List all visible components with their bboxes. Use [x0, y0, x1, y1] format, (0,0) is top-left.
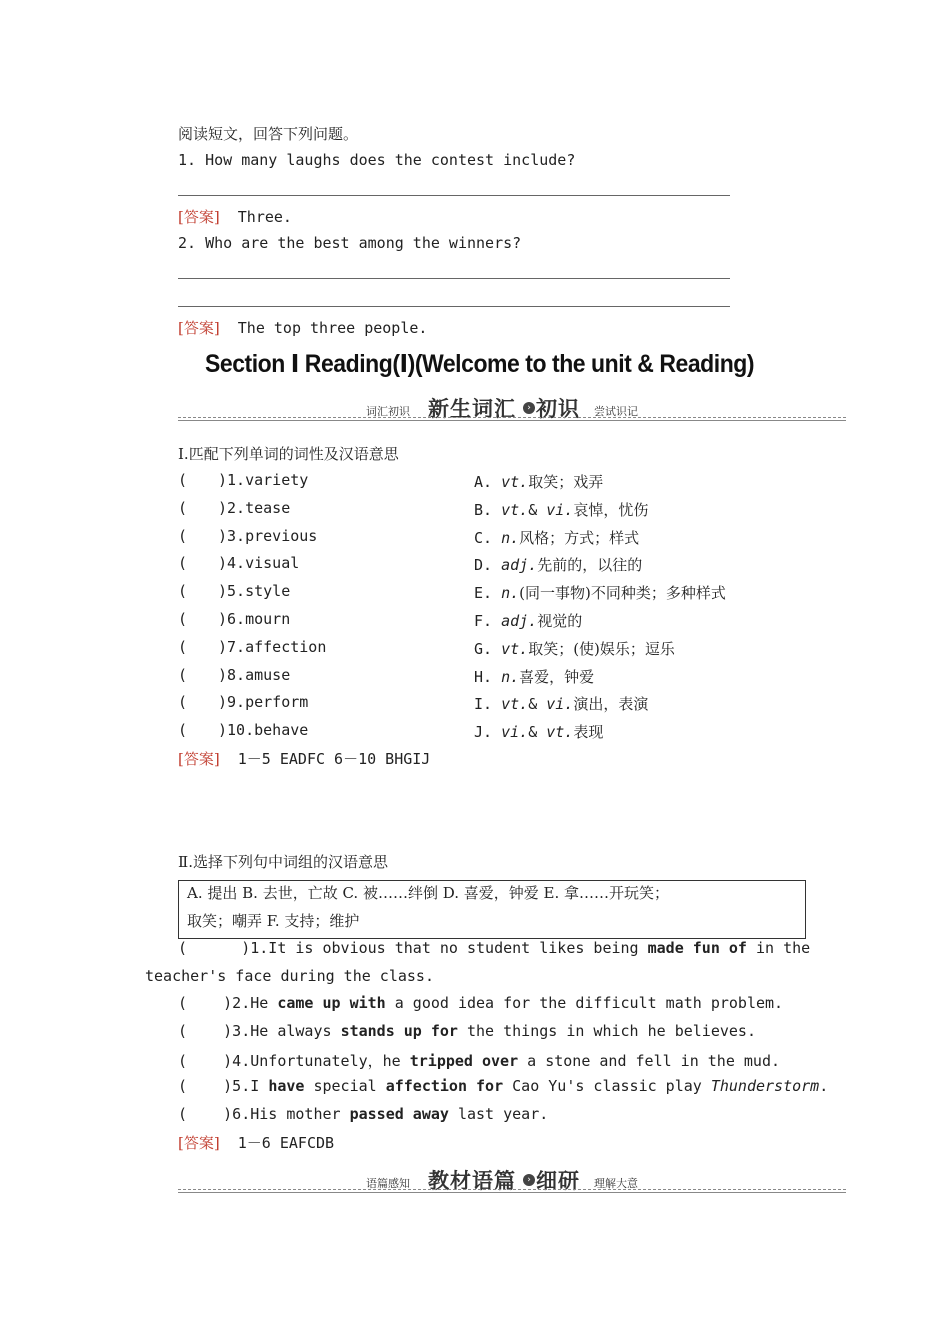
paren-close: ) — [218, 721, 228, 740]
connector: & — [528, 695, 547, 714]
vocab-word — [218, 582, 290, 600]
question-2: 2. Who are the best among the winners? — [178, 234, 522, 252]
play-title: Thunderstorm — [710, 1077, 820, 1095]
options-box — [178, 880, 806, 939]
sentence-text: special — [304, 1077, 386, 1095]
answer-blank[interactable]: ( — [178, 582, 188, 601]
part-of-speech: vt. — [501, 639, 529, 658]
vocab-word-text: 3.previous — [227, 526, 318, 545]
banner-left-label: 词汇初识 — [366, 405, 410, 418]
sentence-text: )2.He — [223, 994, 278, 1012]
matching-row — [178, 471, 798, 495]
part1-heading: Ⅰ.匹配下列单词的词性及汉语意思 — [178, 445, 399, 463]
divider — [178, 1192, 846, 1193]
meaning-text: 取笑；(使)娱乐；逗乐 — [528, 639, 675, 658]
answer-tag: [答案] — [178, 319, 220, 337]
paren-close: ) — [218, 471, 228, 489]
meaning-option — [474, 610, 582, 631]
part-of-speech: vt. — [546, 723, 574, 742]
paren-close: ) — [218, 554, 228, 573]
question-1: 1. How many laughs does the contest include? — [178, 151, 576, 169]
vocabulary-banner — [178, 397, 846, 423]
option-letter: G. — [474, 639, 493, 658]
vocab-word-text: 9.perform — [227, 693, 309, 712]
matching-row — [178, 666, 798, 690]
paren-close: ) — [218, 665, 228, 684]
vocab-word — [218, 499, 290, 517]
divider — [178, 420, 846, 421]
phrase: have — [268, 1077, 305, 1095]
option-letter: A. — [474, 473, 493, 491]
divider — [178, 417, 846, 418]
answer-line — [178, 306, 730, 307]
option-letter: D. — [474, 556, 493, 575]
option-letter: H. — [474, 667, 493, 686]
matching-row — [178, 721, 798, 745]
part-of-speech: vt. — [501, 695, 529, 714]
answer-1-text: Three. — [237, 208, 292, 226]
answer-2-text: The top three people. — [237, 319, 428, 337]
answer-1 — [178, 206, 292, 227]
matching-row — [178, 527, 798, 551]
vocab-word-text: 6.mourn — [227, 610, 291, 628]
answer-2 — [178, 317, 427, 338]
paren-close: ) — [218, 582, 228, 601]
banner-main-label-2: 初识 — [536, 397, 580, 421]
paren-close: ) — [218, 637, 228, 656]
phrase: made fun of — [647, 939, 747, 957]
answer-blank[interactable]: ( — [178, 693, 188, 712]
phrase: passed away — [349, 1105, 449, 1123]
phrase: stands up for — [340, 1022, 458, 1040]
answer-blank[interactable]: ( — [178, 610, 188, 628]
paren-close: ) — [218, 610, 228, 628]
answer-blank[interactable]: ( — [178, 526, 188, 545]
options-line-1: A. 提出 B. 去世，亡故 C. 被……绊倒 D. 喜爱，钟爱 E. 拿……开玩笑； — [187, 884, 669, 902]
meaning-option — [474, 666, 594, 687]
vocab-word — [218, 527, 317, 545]
answer-blank[interactable]: ( — [178, 498, 188, 517]
option-letter: B. — [474, 500, 493, 519]
banner-main-label-2: 细研 — [536, 1169, 580, 1193]
option-letter: C. — [474, 528, 493, 547]
part-of-speech: adj. — [501, 612, 538, 630]
text-banner — [178, 1169, 846, 1195]
part1-answer — [178, 748, 430, 769]
option-letter: F. — [474, 612, 493, 630]
part-of-speech: n. — [501, 528, 520, 547]
sentence-3 — [178, 1022, 756, 1040]
paren-open: ( — [178, 1022, 188, 1040]
answer-tag: [答案] — [178, 208, 220, 226]
paren-open: ( — [178, 994, 188, 1012]
meaning-option — [474, 527, 639, 548]
meaning-text: 表现 — [573, 723, 604, 742]
paren-open: ( — [178, 1105, 188, 1123]
sentence-1-cont: teacher's face during the class. — [145, 967, 434, 985]
sentence-4 — [178, 1050, 780, 1071]
meaning-text: 哀悼，忧伤 — [573, 500, 649, 519]
phrase: tripped over — [409, 1052, 519, 1070]
sentence-text: )4.Unfortunately，he — [223, 1052, 410, 1070]
part-of-speech: vi. — [546, 695, 574, 714]
meaning-text: 演出，表演 — [573, 695, 649, 714]
part2-answer — [178, 1132, 334, 1153]
matching-row — [178, 582, 798, 606]
sentence-5 — [178, 1077, 828, 1095]
part-of-speech: vt. — [501, 473, 529, 491]
vocab-word-text: 5.style — [227, 582, 291, 601]
arrow-icon: › — [523, 402, 535, 414]
meaning-text: 先前的，以往的 — [537, 556, 643, 575]
sentence-text: in the — [746, 939, 811, 957]
sentence-2 — [178, 994, 783, 1012]
arrow-icon: › — [523, 1174, 535, 1186]
paren-open: ( — [178, 1077, 188, 1095]
answer-line — [178, 195, 730, 196]
part-of-speech: adj. — [501, 556, 538, 575]
answer-line — [178, 278, 730, 279]
answer-tag: [答案] — [178, 1134, 220, 1152]
sentence-text: )5.I — [223, 1077, 269, 1095]
meaning-option — [474, 471, 603, 492]
meaning-option — [474, 721, 603, 742]
option-letter: I. — [474, 695, 493, 714]
answer-blank[interactable]: ( — [178, 637, 188, 656]
vocab-word-text: 1.variety — [227, 471, 309, 489]
vocab-word — [218, 471, 308, 489]
section-title: Section Ⅰ Reading(Ⅰ)(Welcome to the unit & Reading) — [205, 350, 755, 378]
part2-heading: Ⅱ.选择下列句中词组的汉语意思 — [178, 853, 388, 871]
phrase: came up with — [277, 994, 386, 1012]
meaning-option — [474, 693, 648, 714]
answer-text: 1－5 EADFC 6－10 BHGIJ — [237, 750, 431, 768]
vocab-word — [218, 610, 290, 628]
sentence-text: )3.He always — [223, 1022, 341, 1040]
options-line-2: 取笑；嘲弄 F. 支持；维护 — [187, 912, 360, 930]
banner-main-label: 教材语篇 — [428, 1169, 516, 1193]
meaning-text: (同一事物)不同种类；多种样式 — [519, 584, 726, 603]
vocab-word-text: 8.amuse — [227, 665, 291, 684]
part-of-speech: vt. — [501, 500, 529, 519]
matching-row — [178, 610, 798, 634]
part-of-speech: n. — [501, 584, 520, 603]
meaning-text: 喜爱，钟爱 — [519, 667, 595, 686]
matching-row — [178, 499, 798, 523]
banner-right-label: 尝试识记 — [594, 405, 638, 418]
sentence-text: )6.His mother — [223, 1105, 350, 1123]
vocab-word — [218, 721, 308, 739]
option-letter: E. — [474, 584, 493, 603]
reading-instruction: 阅读短文，回答下列问题。 — [178, 125, 359, 143]
sentence-text: the things in which he believes. — [457, 1022, 756, 1040]
vocab-word-text: 7.affection — [227, 637, 327, 656]
vocab-word — [218, 666, 290, 684]
banner-left-label: 语篇感知 — [366, 1177, 410, 1190]
sentence-text: a stone and fell in the mud. — [518, 1052, 781, 1070]
answer-blank[interactable]: ( — [178, 721, 188, 740]
matching-row — [178, 638, 798, 662]
sentence-6 — [178, 1105, 548, 1123]
paren-close: ) — [218, 693, 228, 712]
banner-right-label: 理解大意 — [594, 1177, 638, 1190]
paren-open: ( — [178, 939, 188, 957]
answer-blank[interactable]: ( — [178, 554, 188, 573]
phrase: affection for — [385, 1077, 504, 1095]
vocab-word-text: 4.visual — [227, 554, 300, 573]
meaning-text: 风格；方式；样式 — [519, 528, 640, 547]
connector: & — [528, 500, 547, 519]
meaning-option — [474, 582, 726, 603]
part-of-speech: vi. — [546, 500, 574, 519]
answer-blank[interactable]: ( — [178, 665, 188, 684]
part-of-speech: vi. — [501, 723, 529, 742]
meaning-option — [474, 499, 648, 520]
answer-text: 1－6 EAFCDB — [237, 1134, 335, 1152]
paren-close: ) — [218, 498, 228, 517]
meaning-option — [474, 554, 642, 575]
vocab-word-text: 10.behave — [227, 721, 309, 740]
sentence-text: a good idea for the difficult math problem. — [385, 994, 784, 1012]
answer-blank[interactable]: ( — [178, 471, 188, 489]
sentence-text: )1.It is obvious that no student likes being — [241, 939, 648, 957]
sentence-text: last year. — [448, 1105, 549, 1123]
paren-open: ( — [178, 1052, 188, 1070]
vocab-word — [218, 693, 308, 711]
answer-tag: [答案] — [178, 750, 220, 768]
sentence-text: . — [819, 1077, 829, 1095]
vocab-word-text: 2.tease — [227, 498, 291, 517]
paren-close: ) — [218, 526, 228, 545]
vocab-word — [218, 638, 326, 656]
option-letter: J. — [474, 723, 493, 742]
divider — [178, 1189, 846, 1190]
part-of-speech: n. — [501, 667, 520, 686]
sentence-1 — [178, 939, 810, 957]
connector: & — [528, 723, 547, 742]
meaning-text: 取笑；戏弄 — [528, 473, 604, 491]
banner-main-label: 新生词汇 — [428, 397, 516, 421]
sentence-text: Cao Yu's classic play — [503, 1077, 711, 1095]
matching-row — [178, 554, 798, 578]
meaning-text: 视觉的 — [537, 612, 583, 630]
vocab-word — [218, 554, 299, 572]
meaning-option — [474, 638, 675, 659]
matching-row — [178, 693, 798, 717]
